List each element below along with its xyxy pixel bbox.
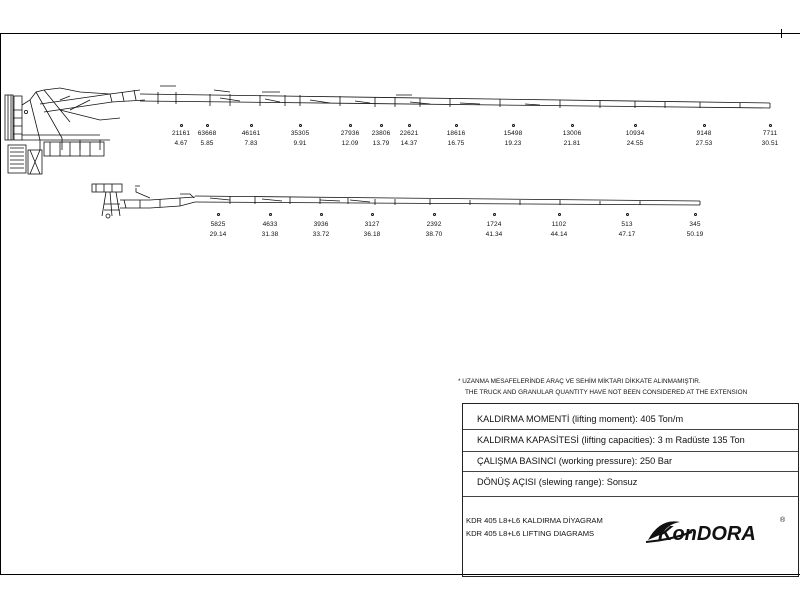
point-marker bbox=[299, 124, 302, 127]
point-marker bbox=[217, 213, 220, 216]
radius-value: 27.53 bbox=[695, 140, 713, 147]
spec-box bbox=[462, 403, 799, 577]
moment-value: 1724 bbox=[486, 221, 502, 228]
radius-value: 50.19 bbox=[686, 231, 704, 238]
point-marker bbox=[180, 124, 183, 127]
point-marker bbox=[433, 213, 436, 216]
moment-value: 18616 bbox=[446, 130, 466, 137]
note-en: THE TRUCK AND GRANULAR QUANTITY HAVE NOT BEEN CONSIDERED AT THE EXTENSION bbox=[465, 389, 748, 396]
moment-value: 4633 bbox=[262, 221, 278, 228]
spec-separator bbox=[463, 451, 798, 452]
moment-value: 21161 bbox=[171, 130, 191, 137]
note-tr: * UZANMA MESAFELERİNDE ARAÇ VE SEHİM MİKTARI DİKKATE ALINMAMIŞTIR. bbox=[458, 378, 701, 385]
moment-value: 35305 bbox=[290, 130, 310, 137]
spec-pressure: ÇALIŞMA BASINCI (working pressure): 250 Bar bbox=[477, 456, 673, 466]
moment-value: 9148 bbox=[696, 130, 712, 137]
radius-value: 21.81 bbox=[563, 140, 581, 147]
point-marker bbox=[371, 213, 374, 216]
point-marker bbox=[269, 213, 272, 216]
moment-value: 3936 bbox=[313, 221, 329, 228]
moment-value: 23806 bbox=[371, 130, 391, 137]
registered-mark: ® bbox=[780, 517, 786, 524]
point-marker bbox=[703, 124, 706, 127]
spec-capacity: KALDIRMA KAPASİTESİ (lifting capacities): 3 m Radüste 135 Ton bbox=[477, 435, 745, 445]
title-en: KDR 405 L8+L6 LIFTING DIAGRAMS bbox=[466, 529, 595, 538]
moment-value: 13006 bbox=[562, 130, 582, 137]
point-marker bbox=[408, 124, 411, 127]
spec-slewing: DÖNÜŞ AÇISI (slewing range): Sonsuz bbox=[477, 477, 638, 487]
spec-separator bbox=[463, 471, 798, 472]
moment-value: 1102 bbox=[551, 221, 567, 228]
point-marker bbox=[694, 213, 697, 216]
radius-value: 13.79 bbox=[372, 140, 390, 147]
radius-value: 19.23 bbox=[504, 140, 522, 147]
point-marker bbox=[571, 124, 574, 127]
point-marker bbox=[380, 124, 383, 127]
point-marker bbox=[512, 124, 515, 127]
radius-value: 29.14 bbox=[209, 231, 227, 238]
radius-value: 5.85 bbox=[200, 140, 214, 147]
spec-separator bbox=[463, 429, 798, 430]
point-marker bbox=[769, 124, 772, 127]
point-marker bbox=[206, 124, 209, 127]
radius-value: 7.83 bbox=[244, 140, 258, 147]
radius-value: 31.38 bbox=[261, 231, 279, 238]
moment-value: 345 bbox=[689, 221, 701, 228]
spec-moment: KALDIRMA MOMENTİ (lifting moment): 405 Ton/m bbox=[477, 414, 684, 424]
kondora-logo bbox=[640, 510, 790, 550]
radius-value: 14.37 bbox=[400, 140, 418, 147]
crane-diagram-1 bbox=[0, 0, 800, 180]
moment-value: 46161 bbox=[241, 130, 261, 137]
radius-value: 16.75 bbox=[447, 140, 465, 147]
radius-value: 12.09 bbox=[341, 140, 359, 147]
point-marker bbox=[626, 213, 629, 216]
point-marker bbox=[455, 124, 458, 127]
point-marker bbox=[349, 124, 352, 127]
title-tr: KDR 405 L8+L6 KALDIRMA DİYAGRAM bbox=[466, 516, 603, 525]
logo-text: KonDORA bbox=[658, 523, 756, 545]
moment-value: 22621 bbox=[399, 130, 419, 137]
point-marker bbox=[493, 213, 496, 216]
radius-value: 38.70 bbox=[425, 231, 443, 238]
radius-value: 33.72 bbox=[312, 231, 330, 238]
point-marker bbox=[634, 124, 637, 127]
moment-value: 63668 bbox=[197, 130, 217, 137]
point-marker bbox=[320, 213, 323, 216]
radius-value: 44.14 bbox=[550, 231, 568, 238]
radius-value: 36.18 bbox=[363, 231, 381, 238]
moment-value: 10934 bbox=[625, 130, 645, 137]
point-marker bbox=[558, 213, 561, 216]
radius-value: 41.34 bbox=[485, 231, 503, 238]
moment-value: 15498 bbox=[503, 130, 523, 137]
moment-value: 27936 bbox=[340, 130, 360, 137]
moment-value: 2392 bbox=[426, 221, 442, 228]
radius-value: 24.55 bbox=[626, 140, 644, 147]
spec-separator bbox=[463, 496, 798, 497]
moment-value: 5825 bbox=[210, 221, 226, 228]
moment-value: 7711 bbox=[762, 130, 778, 137]
moment-value: 513 bbox=[621, 221, 633, 228]
radius-value: 9.91 bbox=[293, 140, 307, 147]
point-marker bbox=[250, 124, 253, 127]
radius-value: 30.51 bbox=[761, 140, 779, 147]
moment-value: 3127 bbox=[364, 221, 380, 228]
radius-value: 47.17 bbox=[618, 231, 636, 238]
radius-value: 4.67 bbox=[174, 140, 188, 147]
